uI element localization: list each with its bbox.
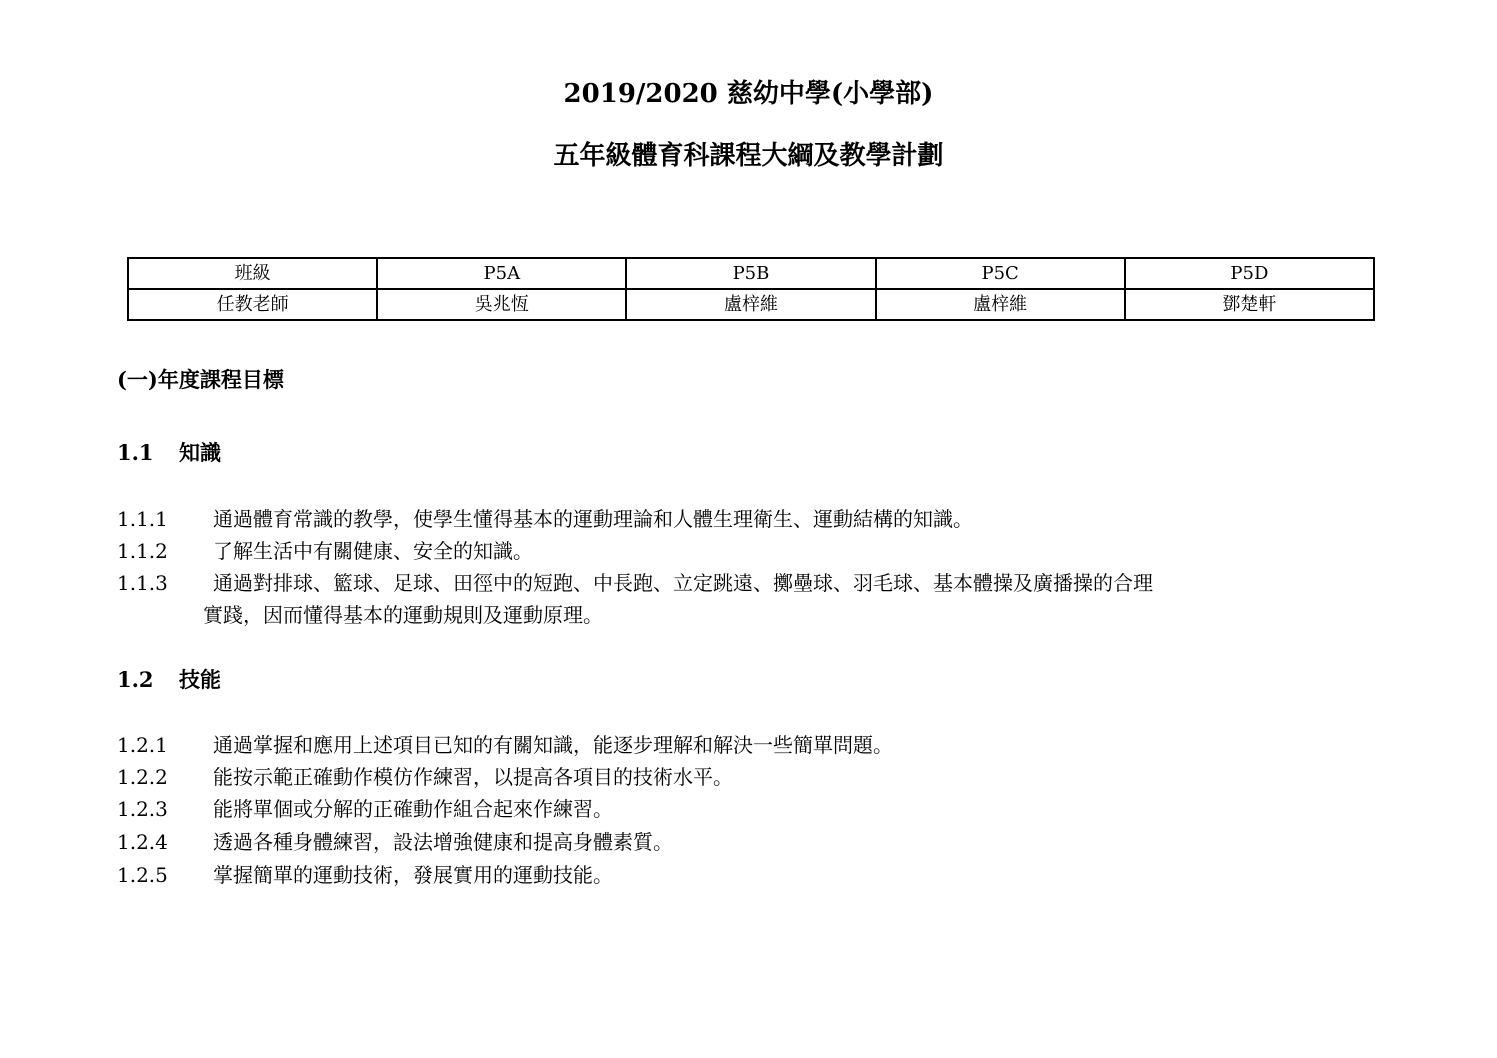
table-cell-class-label: 班級 (128, 258, 377, 289)
item-text: 通過體育常識的教學，使學生懂得基本的運動理論和人體生理衛生、運動結構的知識。 (213, 507, 973, 531)
item-text: 能將單個或分解的正確動作組合起來作練習。 (213, 797, 613, 821)
item-number: 1.2.2 (117, 765, 168, 789)
item-number: 1.1.1 (117, 507, 168, 531)
item-number: 1.1.2 (117, 539, 168, 563)
item-number: 1.2.1 (117, 733, 168, 757)
item-number: 1.2.5 (117, 863, 168, 887)
table-cell-teacher: 盧梓維 (626, 289, 875, 320)
item-text: 了解生活中有關健康、安全的知識。 (213, 539, 533, 563)
item-number: 1.2.4 (117, 830, 168, 854)
table-cell-class: P5D (1125, 258, 1374, 289)
table-header-row (128, 258, 1374, 289)
table-cell-teacher: 鄧楚軒 (1125, 289, 1374, 320)
item-number: 1.1.3 (117, 571, 168, 595)
table-cell-teacher-label: 任教老師 (128, 289, 377, 320)
subsection-title: 技能 (179, 667, 221, 692)
item-text: 通過掌握和應用上述項目已知的有關知識，能逐步理解和解決一些簡單問題。 (213, 733, 893, 757)
subsection-number: 1.1 (117, 440, 154, 465)
table-cell-teacher: 吳兆恆 (377, 289, 626, 320)
item-number: 1.2.3 (117, 797, 168, 821)
class-teacher-table (127, 257, 1375, 321)
item-text: 能按示範正確動作模仿作練習，以提高各項目的技術水平。 (213, 765, 733, 789)
item-text: 透過各種身體練習，設法增強健康和提高身體素質。 (213, 830, 673, 854)
table-cell-class: P5C (876, 258, 1125, 289)
subsection-title: 知識 (179, 440, 221, 465)
table-row (128, 289, 1374, 320)
subsection-heading-knowledge (117, 439, 221, 467)
subsection-number: 1.2 (117, 667, 154, 692)
item-text-continuation: 實踐，因而懂得基本的運動規則及運動原理。 (203, 603, 603, 627)
item-text: 掌握簡單的運動技術，發展實用的運動技能。 (213, 863, 613, 887)
document-title-school: 2019/2020 慈幼中學(小學部) (563, 79, 934, 109)
table-cell-class: P5A (377, 258, 626, 289)
table-cell-class: P5B (626, 258, 875, 289)
table-cell-teacher: 盧梓維 (876, 289, 1125, 320)
document-title-subject: 五年級體育科課程大綱及教學計劃 (553, 141, 944, 171)
section-heading: (一)年度課程目標 (117, 367, 284, 392)
subsection-heading-skills (117, 666, 221, 694)
item-text: 通過對排球、籃球、足球、田徑中的短跑、中長跑、立定跳遠、擲壘球、羽毛球、基本體操及廣播操的合理 (213, 571, 1153, 595)
